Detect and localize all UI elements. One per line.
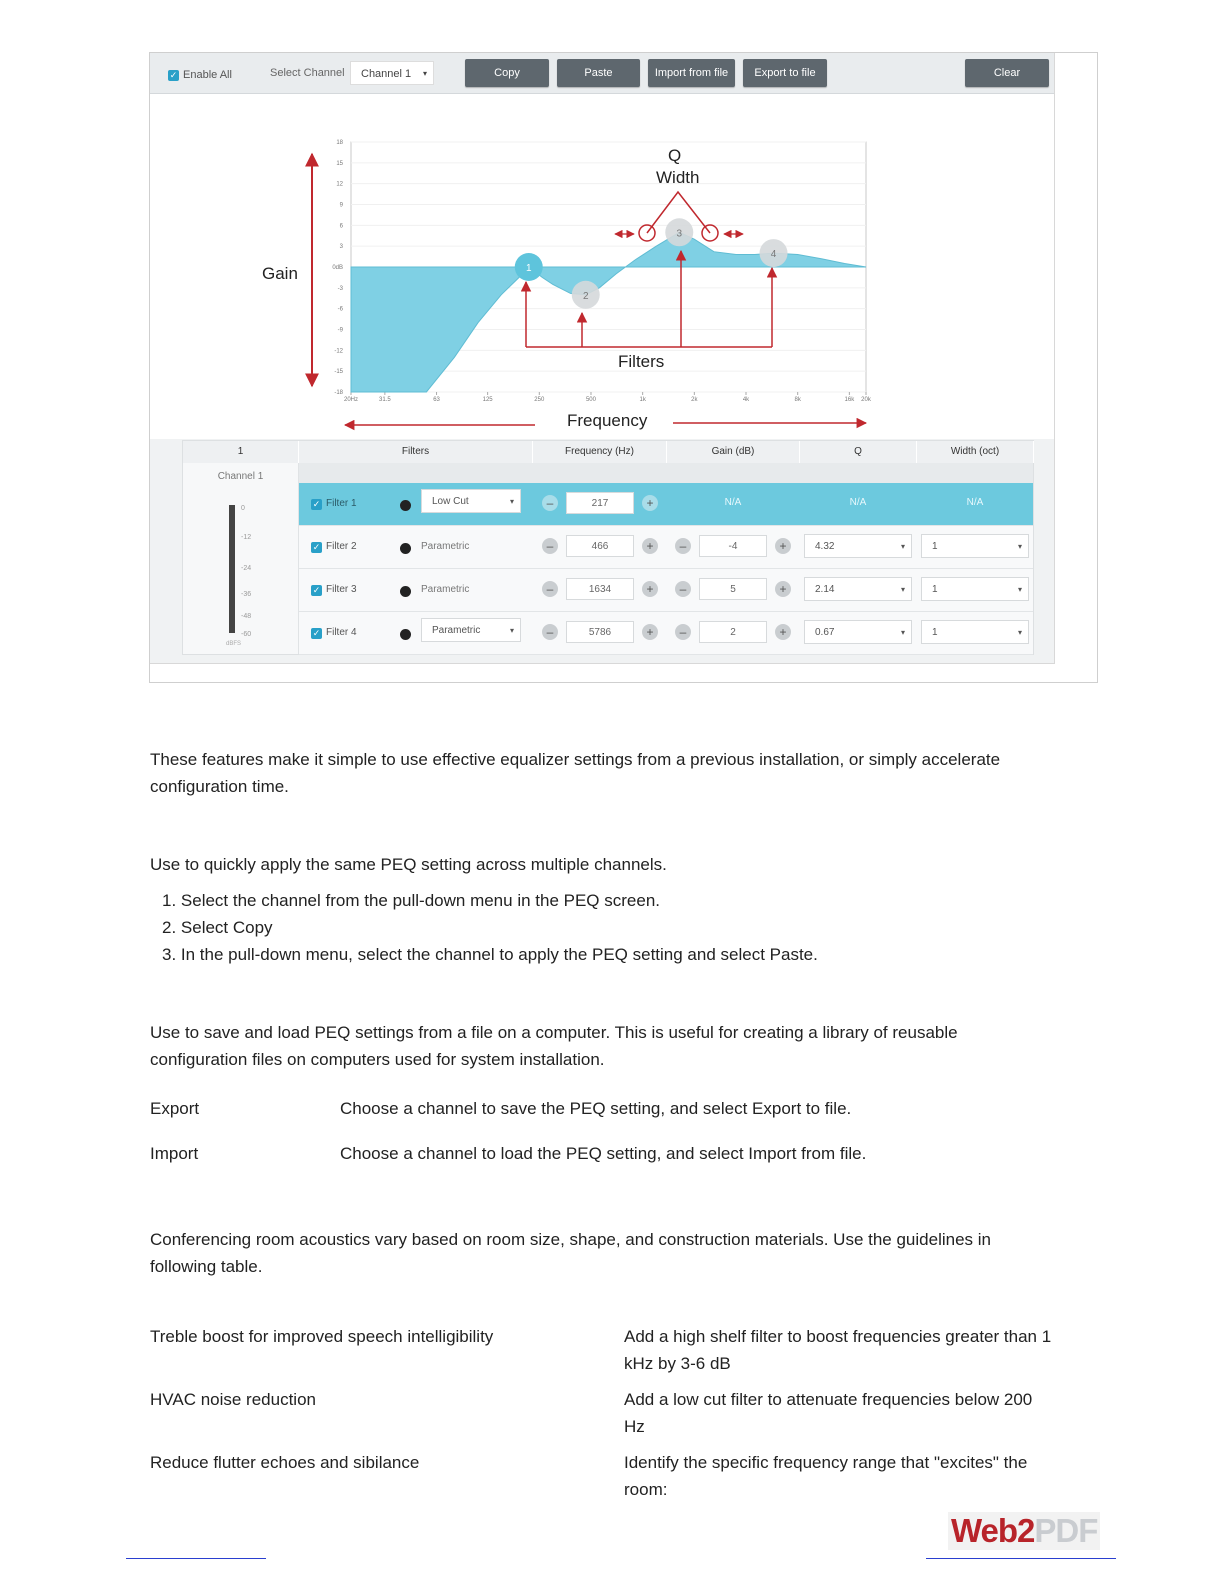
frequency-input[interactable]: 217	[566, 492, 634, 514]
x-tick-label: 63	[433, 397, 440, 403]
gain-increment-button[interactable]: +	[775, 538, 791, 554]
filter-node-label: 4	[770, 249, 777, 261]
filter-table	[182, 440, 1034, 655]
x-tick-label: 31.5	[379, 397, 391, 403]
filter-enable-checkbox[interactable]: ✓	[312, 585, 321, 595]
guide-issue: Treble boost for improved speech intelligibility	[150, 1327, 494, 1346]
gain-decrement-button[interactable]: –	[675, 624, 691, 640]
list-item: 2. Select Copy	[162, 918, 273, 937]
guide-fix-line: room:	[624, 1480, 668, 1499]
enable-all-label: Enable All	[183, 69, 232, 81]
q-label: Q	[668, 146, 682, 165]
parametric-icon	[400, 586, 411, 597]
paragraph-3-line-2: configuration files on computers used for system installation.	[150, 1050, 605, 1069]
gain-input[interactable]: -4	[699, 535, 767, 557]
paste-button[interactable]: Paste	[557, 59, 640, 87]
frequency-input[interactable]: 466	[566, 535, 634, 557]
parametric-icon	[400, 543, 411, 554]
filter-label: Filter 3	[326, 584, 357, 595]
y-tick-label: 0dB	[332, 265, 343, 271]
export-term: Export	[150, 1099, 200, 1118]
eq-chart-area	[150, 94, 1054, 439]
chevron-down-icon: ▾	[900, 628, 905, 637]
frequency-decrement-button[interactable]: –	[542, 538, 558, 554]
meter-tick: 0	[241, 505, 245, 512]
filter-type-value: Low Cut	[432, 496, 469, 507]
export-to-file-button[interactable]: Export to file	[743, 59, 827, 87]
width-na: N/A	[966, 497, 984, 508]
chevron-down-icon: ▾	[900, 542, 905, 551]
level-meter-bar	[229, 505, 235, 633]
frequency-label: Frequency	[567, 411, 648, 430]
col-header-gain: Gain (dB)	[667, 441, 800, 463]
frequency-input[interactable]: 5786	[566, 621, 634, 643]
gain-decrement-button[interactable]: –	[675, 538, 691, 554]
chevron-down-icon: ▾	[1017, 628, 1022, 637]
filter-type-value: Parametric	[432, 625, 481, 636]
copy-button[interactable]: Copy	[465, 59, 549, 87]
filter-enable-checkbox[interactable]: ✓	[312, 542, 321, 552]
col-header-q: Q	[800, 441, 917, 463]
export-description: Choose a channel to save the PEQ setting, and select Export to file.	[340, 1099, 852, 1118]
peq-toolbar	[150, 53, 1054, 94]
col-header-width: Width (oct)	[917, 441, 1034, 463]
q-select[interactable]	[804, 534, 912, 558]
enable-all-checkbox[interactable]	[168, 69, 232, 81]
y-tick-label: 6	[339, 223, 343, 230]
y-tick-label: 9	[339, 202, 343, 209]
channel-select[interactable]	[350, 61, 434, 85]
y-tick-label: 15	[336, 160, 343, 167]
web2pdf-logo	[948, 1512, 1100, 1550]
col-header-frequency: Frequency (Hz)	[533, 441, 667, 463]
gain-label: Gain	[262, 264, 298, 283]
gain-input[interactable]: 2	[699, 621, 767, 643]
paragraph-2: Use to quickly apply the same PEQ setting across multiple channels.	[150, 855, 667, 874]
paragraph-3	[150, 1019, 958, 1073]
x-tick-label: 20Hz	[343, 397, 359, 403]
filter-type-select[interactable]	[421, 489, 521, 513]
gain-decrement-button[interactable]: –	[675, 581, 691, 597]
x-tick-label: 4k	[742, 397, 750, 403]
logo-part-1: Web2	[951, 1512, 1035, 1549]
y-tick-label: -15	[334, 369, 343, 376]
table-spacer	[299, 463, 1033, 483]
q-na: N/A	[849, 497, 867, 508]
gain-increment-button[interactable]: +	[775, 624, 791, 640]
guide-issue: Reduce flutter echoes and sibilance	[150, 1453, 420, 1472]
width-label: Width	[656, 168, 700, 187]
frequency-increment-button[interactable]: +	[642, 581, 658, 597]
filter-row-1[interactable]	[299, 483, 1033, 526]
chevron-down-icon: ▾	[509, 497, 514, 506]
col-header-filters: Filters	[299, 441, 533, 463]
channel-name: Channel 1	[217, 471, 264, 482]
y-tick-label: -12	[334, 348, 343, 355]
y-tick-label: -18	[334, 390, 343, 396]
import-from-file-button[interactable]: Import from file	[648, 59, 735, 87]
x-tick-label: 2k	[691, 397, 698, 403]
gain-input[interactable]: 5	[699, 578, 767, 600]
peq-panel	[150, 53, 1055, 664]
frequency-increment-button[interactable]: +	[642, 538, 658, 554]
clear-button[interactable]: Clear	[965, 59, 1049, 87]
filter-node-label: 3	[676, 228, 683, 240]
frequency-increment-button[interactable]: +	[642, 624, 658, 640]
parametric-icon	[400, 629, 411, 640]
width-value: 1	[932, 627, 938, 638]
q-select[interactable]	[804, 620, 912, 644]
frequency-decrement-button[interactable]: –	[542, 495, 558, 511]
filter-label: Filter 4	[326, 627, 357, 638]
y-tick-label: 3	[339, 244, 343, 251]
filter-row-3[interactable]	[299, 569, 1033, 612]
y-tick-label: -3	[337, 285, 343, 292]
gain-na: N/A	[724, 497, 742, 508]
q-value: 0.67	[815, 627, 835, 638]
meter-tick: -12	[241, 534, 252, 541]
filter-enable-checkbox[interactable]: ✓	[312, 628, 321, 638]
filter-row-4[interactable]	[299, 612, 1033, 655]
guide-fix-line: kHz by 3-6 dB	[624, 1354, 731, 1373]
frequency-input[interactable]: 1634	[566, 578, 634, 600]
filter-row-2[interactable]	[299, 526, 1033, 569]
select-channel-label: Select Channel	[270, 67, 345, 79]
width-select[interactable]	[921, 620, 1029, 644]
filter-type-select[interactable]	[421, 618, 521, 642]
paragraph-4	[150, 1226, 991, 1280]
x-tick-label: 500	[585, 397, 596, 403]
filter-node-label: 2	[582, 290, 589, 302]
guide-fix-line: Hz	[624, 1417, 645, 1436]
chevron-down-icon: ▾	[1017, 542, 1022, 551]
y-tick-label: -6	[337, 306, 343, 313]
low-cut-icon	[400, 500, 411, 511]
q-value: 4.32	[815, 541, 835, 552]
y-tick-label: 12	[336, 181, 343, 188]
chevron-down-icon: ▾	[900, 585, 905, 594]
x-tick-label: 250	[534, 397, 545, 403]
x-tick-label: 16k	[844, 397, 855, 403]
chevron-down-icon: ▾	[509, 626, 514, 635]
channel-meter-column	[183, 463, 299, 654]
width-select[interactable]	[921, 534, 1029, 558]
import-description: Choose a channel to load the PEQ setting, and select Import from file.	[340, 1144, 867, 1163]
guide-fix	[624, 1449, 1027, 1503]
paragraph-1-line-1: These features make it simple to use effective equalizer settings from a previous installation, or simply accelerate	[150, 750, 1001, 769]
guide-issue: HVAC noise reduction	[150, 1390, 316, 1409]
frequency-decrement-button[interactable]: –	[542, 581, 558, 597]
y-tick-label: -9	[337, 327, 343, 334]
logo-part-2: PDF	[1034, 1512, 1098, 1549]
paragraph-1	[150, 746, 1000, 800]
gain-increment-button[interactable]: +	[775, 581, 791, 597]
meter-unit: dBFS	[226, 641, 242, 647]
width-value: 1	[932, 541, 938, 552]
x-tick-label: 20k	[861, 397, 871, 403]
import-term: Import	[150, 1144, 199, 1163]
filters-label: Filters	[618, 352, 665, 371]
filter-label: Filter 2	[326, 541, 357, 552]
guide-fix-line: Add a high shelf filter to boost frequencies greater than 1	[624, 1327, 1052, 1346]
meter-tick: -24	[241, 565, 252, 572]
filter-label: Filter 1	[326, 498, 357, 509]
chevron-down-icon: ▾	[1017, 585, 1022, 594]
paragraph-4-line-1: Conferencing room acoustics vary based on room size, shape, and construction materials. Use the guidelines in	[150, 1230, 991, 1249]
paragraph-3-line-1: Use to save and load PEQ settings from a file on a computer. This is useful for creating a library of reusable	[150, 1023, 958, 1042]
paragraph-1-line-2: configuration time.	[150, 777, 289, 796]
x-tick-label: 125	[482, 397, 493, 403]
meter-tick: -60	[241, 631, 252, 638]
width-select[interactable]	[921, 577, 1029, 601]
peq-screenshot	[149, 52, 1098, 683]
filter-enable-checkbox[interactable]: ✓	[312, 499, 321, 509]
paragraph-4-line-2: following table.	[150, 1257, 263, 1276]
filter-node-label: 1	[525, 263, 532, 274]
x-tick-label: 8k	[794, 397, 801, 403]
footer-rule-left	[126, 1558, 266, 1559]
steps-list	[162, 887, 818, 968]
filter-type: Parametric	[421, 584, 470, 595]
chevron-down-icon: ▾	[422, 69, 427, 78]
filter-type: Parametric	[421, 541, 470, 552]
guide-fix	[624, 1386, 1032, 1440]
guide-fix-line: Add a low cut filter to attenuate frequencies below 200	[624, 1390, 1033, 1409]
x-tick-label: 1k	[639, 397, 646, 403]
footer-rule-right	[926, 1558, 1116, 1559]
checkbox-icon: ✓	[169, 69, 178, 80]
col-header-channel: 1	[183, 441, 299, 463]
q-value: 2.14	[815, 584, 835, 595]
channel-select-value: Channel 1	[361, 68, 412, 80]
guide-fix	[624, 1323, 1051, 1377]
frequency-increment-button[interactable]: +	[642, 495, 658, 511]
meter-tick: -36	[241, 591, 252, 598]
list-item: 1. Select the channel from the pull-down menu in the PEQ screen.	[162, 891, 660, 910]
guide-fix-line: Identify the specific frequency range that "excites" the	[624, 1453, 1028, 1472]
meter-tick: -48	[241, 613, 252, 620]
q-select[interactable]	[804, 577, 912, 601]
width-value: 1	[932, 584, 938, 595]
y-tick-label: 18	[336, 140, 343, 146]
list-item: 3. In the pull-down menu, select the channel to apply the PEQ setting and select Paste.	[162, 945, 818, 964]
frequency-decrement-button[interactable]: –	[542, 624, 558, 640]
